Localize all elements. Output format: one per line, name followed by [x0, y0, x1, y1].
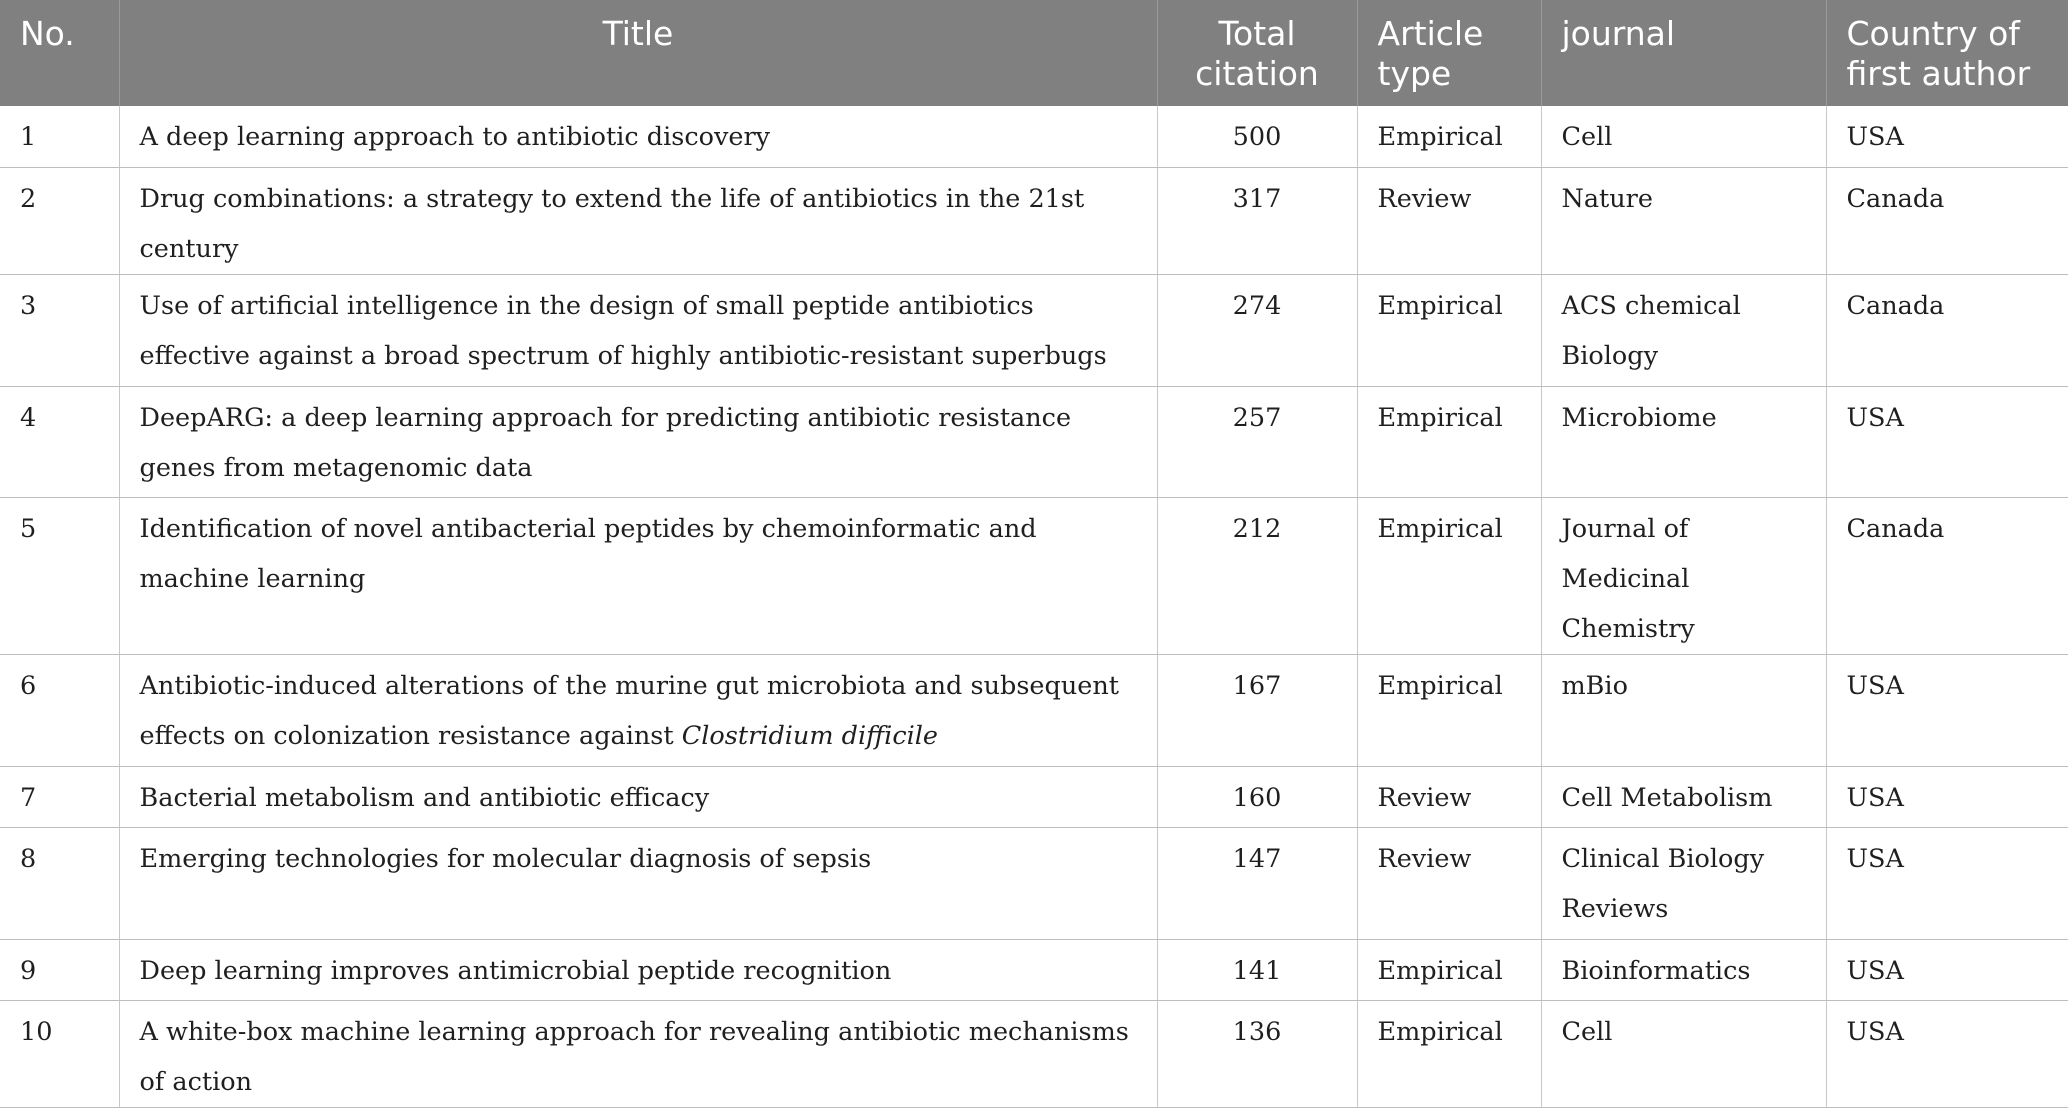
cell-no: 8	[0, 828, 119, 940]
cell-journal: Cell Metabolism	[1541, 766, 1826, 828]
table-row	[0, 386, 2068, 498]
cell-citation: 500	[1157, 106, 1357, 168]
col-header-title: Title	[119, 0, 1157, 106]
cell-country: USA	[1826, 655, 2068, 767]
header-row	[0, 0, 2068, 106]
cell-journal: Journal of Medicinal Chemistry	[1541, 498, 1826, 655]
cell-country: USA	[1826, 1001, 2068, 1108]
cell-country: USA	[1826, 939, 2068, 1001]
cell-no: 1	[0, 106, 119, 168]
table-row	[0, 766, 2068, 828]
cell-no: 9	[0, 939, 119, 1001]
cell-journal: mBio	[1541, 655, 1826, 767]
cell-journal: Microbiome	[1541, 386, 1826, 498]
cell-title	[119, 655, 1157, 767]
cell-citation: 317	[1157, 168, 1357, 275]
cell-title: Drug combinations: a strategy to extend the life of antibiotics in the 21st century	[119, 168, 1157, 275]
cell-citation: 167	[1157, 655, 1357, 767]
cell-title: DeepARG: a deep learning approach for predicting antibiotic resistance genes from metagenomic data	[119, 386, 1157, 498]
cell-title: A white-box machine learning approach for revealing antibiotic mechanisms of action	[119, 1001, 1157, 1108]
cell-journal: Bioinformatics	[1541, 939, 1826, 1001]
cell-no: 10	[0, 1001, 119, 1108]
cell-country: USA	[1826, 828, 2068, 940]
cell-title-species: Clostridium difficile	[681, 721, 939, 751]
cell-country: Canada	[1826, 275, 2068, 387]
table-row	[0, 1001, 2068, 1108]
col-header-no: No.	[0, 0, 119, 106]
table-row	[0, 168, 2068, 275]
cell-country: Canada	[1826, 168, 2068, 275]
cell-no: 4	[0, 386, 119, 498]
cell-type: Empirical	[1357, 106, 1541, 168]
cell-journal: Cell	[1541, 1001, 1826, 1108]
cell-title: Bacterial metabolism and antibiotic efficacy	[119, 766, 1157, 828]
cell-title: Use of artificial intelligence in the design of small peptide antibiotics effective against a broad spectrum of highly antibiotic-resistant superbugs	[119, 275, 1157, 387]
cell-journal: Cell	[1541, 106, 1826, 168]
cell-citation: 141	[1157, 939, 1357, 1001]
cell-no: 3	[0, 275, 119, 387]
cell-type: Review	[1357, 828, 1541, 940]
cell-country: Canada	[1826, 498, 2068, 655]
table-row	[0, 655, 2068, 767]
col-header-country: Country of first author	[1826, 0, 2068, 106]
cell-type: Review	[1357, 766, 1541, 828]
cell-citation: 212	[1157, 498, 1357, 655]
table-row	[0, 828, 2068, 940]
cell-no: 2	[0, 168, 119, 275]
cell-citation: 136	[1157, 1001, 1357, 1108]
cell-citation: 147	[1157, 828, 1357, 940]
col-header-citation: Total citation	[1157, 0, 1357, 106]
cell-citation: 257	[1157, 386, 1357, 498]
cell-type: Empirical	[1357, 275, 1541, 387]
cell-citation: 160	[1157, 766, 1357, 828]
cell-country: USA	[1826, 106, 2068, 168]
table-row	[0, 275, 2068, 387]
cell-journal: Clinical Biology Reviews	[1541, 828, 1826, 940]
cell-citation: 274	[1157, 275, 1357, 387]
table-row	[0, 498, 2068, 655]
cell-type: Empirical	[1357, 939, 1541, 1001]
cell-type: Review	[1357, 168, 1541, 275]
table-row	[0, 106, 2068, 168]
cell-no: 7	[0, 766, 119, 828]
cell-type: Empirical	[1357, 655, 1541, 767]
col-header-journal: journal	[1541, 0, 1826, 106]
cell-type: Empirical	[1357, 386, 1541, 498]
table-row	[0, 939, 2068, 1001]
cell-journal: ACS chemical Biology	[1541, 275, 1826, 387]
cell-title: Emerging technologies for molecular diagnosis of sepsis	[119, 828, 1157, 940]
cell-type: Empirical	[1357, 1001, 1541, 1108]
cell-title: Deep learning improves antimicrobial peptide recognition	[119, 939, 1157, 1001]
cell-type: Empirical	[1357, 498, 1541, 655]
cell-no: 6	[0, 655, 119, 767]
cell-no: 5	[0, 498, 119, 655]
cell-journal: Nature	[1541, 168, 1826, 275]
cell-country: USA	[1826, 766, 2068, 828]
cell-country: USA	[1826, 386, 2068, 498]
cell-title: Identification of novel antibacterial peptides by chemoinformatic and machine learning	[119, 498, 1157, 655]
cell-title-main: Antibiotic-induced alterations of the murine gut microbiota and subsequent effects on colonization resistance against	[139, 671, 1120, 751]
col-header-type: Article type	[1357, 0, 1541, 106]
cell-title: A deep learning approach to antibiotic discovery	[119, 106, 1157, 168]
